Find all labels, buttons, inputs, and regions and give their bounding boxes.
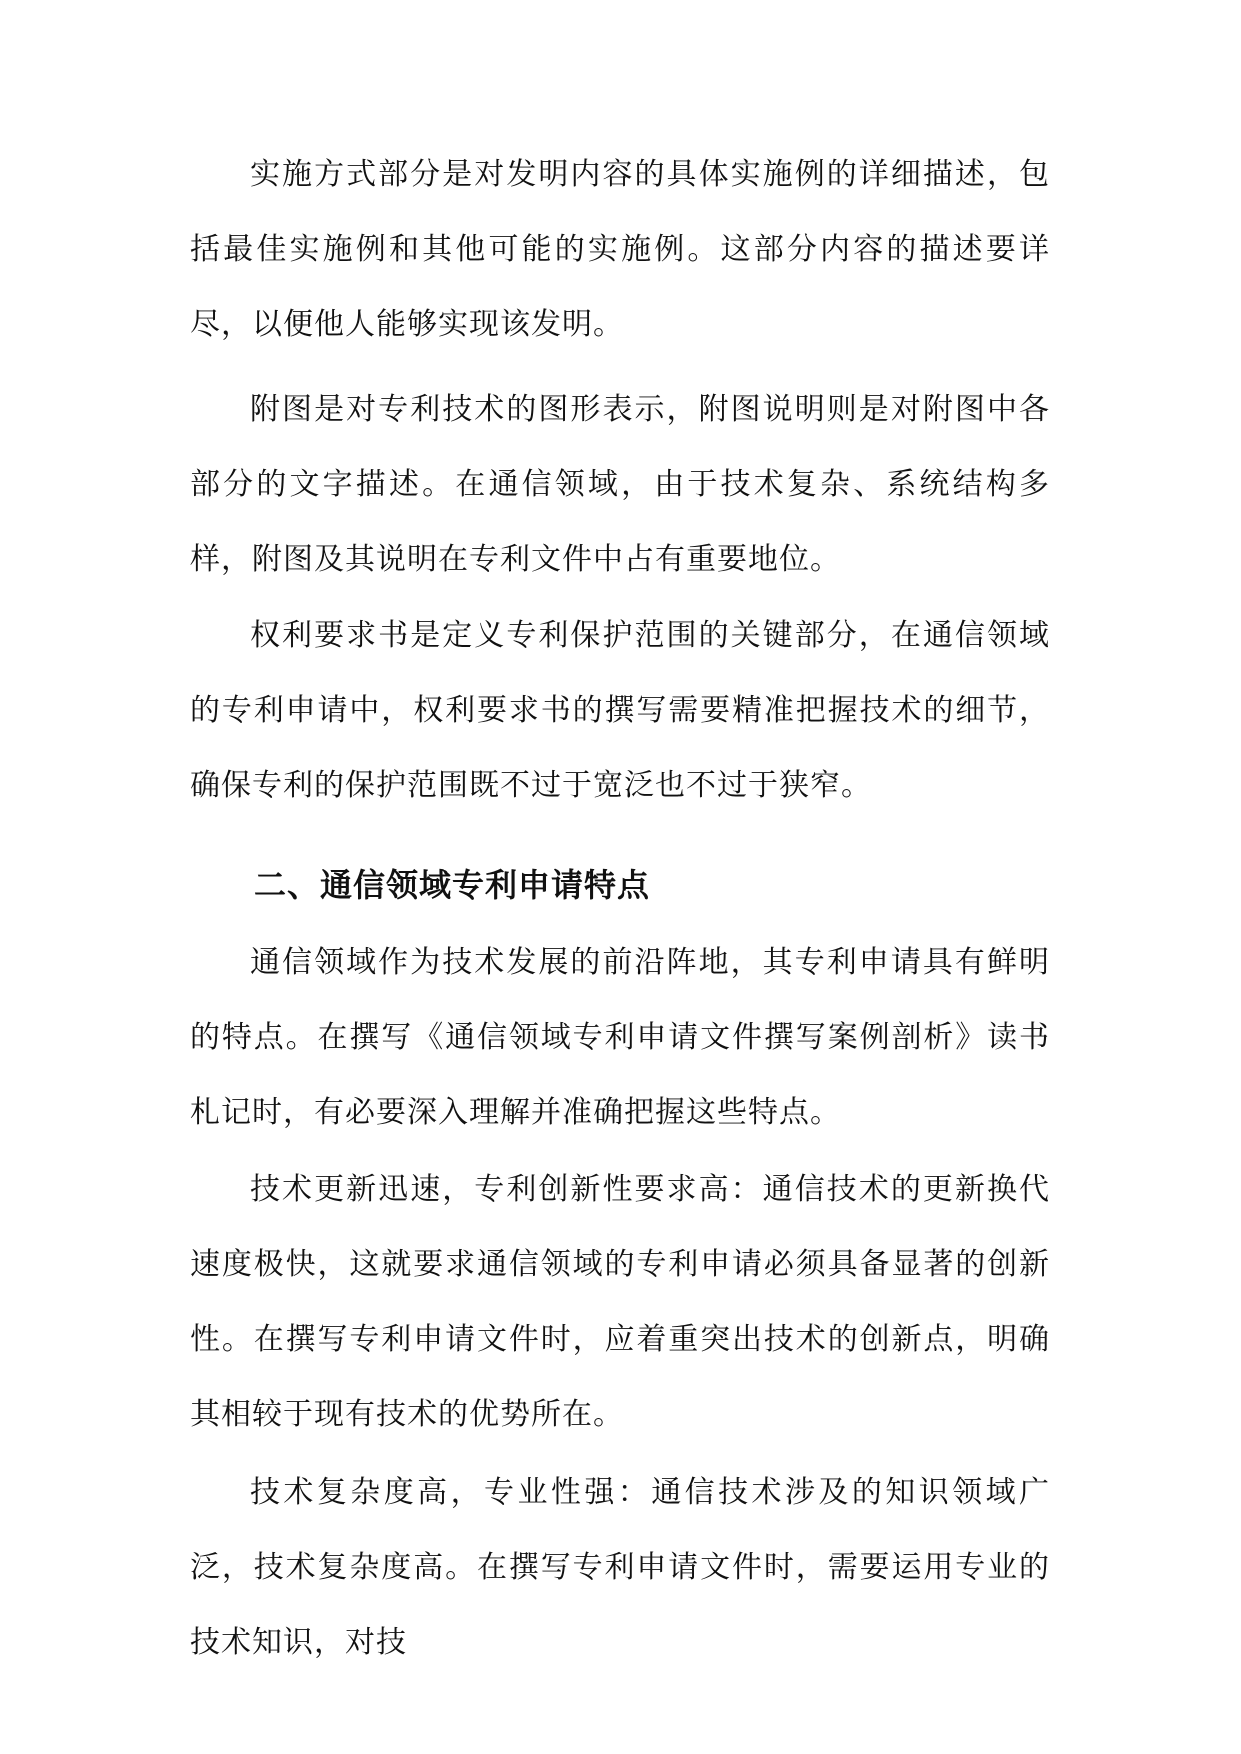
paragraph-implementation-section: 实施方式部分是对发明内容的具体实施例的详细描述，包括最佳实施例和其他可能的实施例。这部分内容的描述要详尽，以便他人能够实现该发明。 xyxy=(190,157,1050,342)
section-heading: 二、通信领域专利申请特点 xyxy=(254,866,651,904)
paragraph-field-characteristics-intro: 通信领域作为技术发展的前沿阵地，其专利申请具有鲜明的特点。在撰写《通信领域专利申请文件撰写案例剖析》读书札记时，有必要深入理解并准确把握这些特点。 xyxy=(190,945,1050,1130)
paragraph-high-complexity: 技术复杂度高，专业性强：通信技术涉及的知识领域广泛，技术复杂度高。在撰写专利申请文件时，需要运用专业的技术知识，对技 xyxy=(190,1475,1050,1660)
paragraph-claims-section: 权利要求书是定义专利保护范围的关键部分，在通信领域的专利申请中，权利要求书的撰写需要精准把握技术的细节，确保专利的保护范围既不过于宽泛也不过于狭窄。 xyxy=(190,618,1050,803)
paragraph-rapid-innovation: 技术更新迅速，专利创新性要求高：通信技术的更新换代速度极快，这就要求通信领域的专利申请必须具备显著的创新性。在撰写专利申请文件时，应着重突出技术的创新点，明确其相较于现有技术的优势所在。 xyxy=(190,1172,1050,1432)
paragraph-drawings-section: 附图是对专利技术的图形表示，附图说明则是对附图中各部分的文字描述。在通信领域，由于技术复杂、系统结构多样，附图及其说明在专利文件中占有重要地位。 xyxy=(190,392,1050,577)
